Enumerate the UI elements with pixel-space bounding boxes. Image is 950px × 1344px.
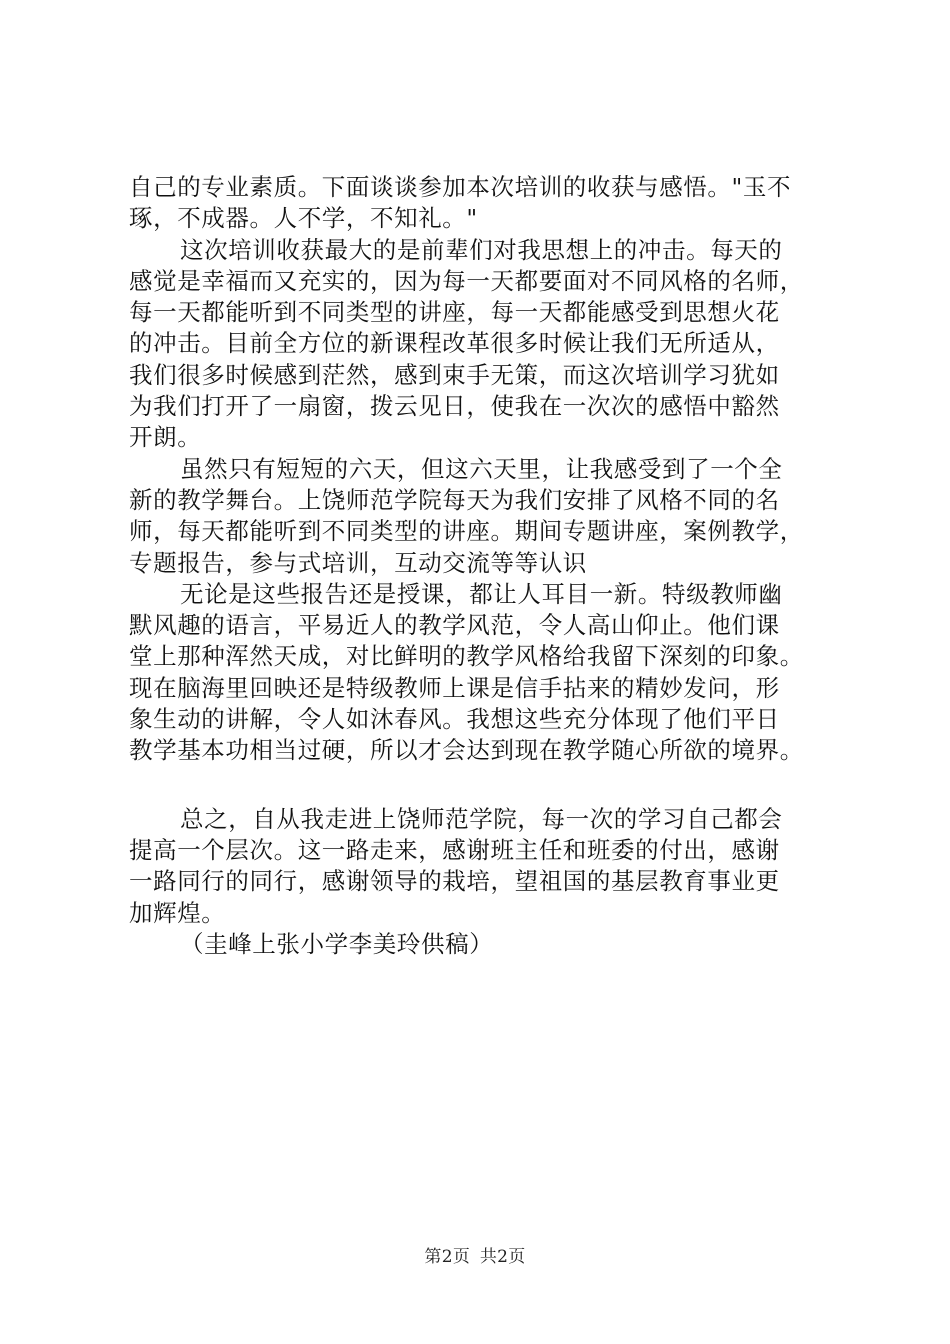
text-line: 无论是这些报告还是授课，都让人耳目一新。特级教师幽 bbox=[180, 579, 783, 608]
text-line: 师，每天都能听到不同类型的讲座。期间专题讲座，案例教学， bbox=[129, 517, 804, 546]
text-line: 提高一个层次。这一路走来，感谢班主任和班委的付出，感谢 bbox=[129, 835, 780, 864]
text-line: 象生动的讲解，令人如沐春风。我想这些充分体现了他们平日 bbox=[129, 705, 780, 734]
text-line: 虽然只有短短的六天，但这六天里，让我感受到了一个全 bbox=[180, 454, 783, 483]
text-line: 我们很多时候感到茫然，感到束手无策，而这次培训学习犹如 bbox=[129, 360, 780, 389]
text-line: 一路同行的同行，感谢领导的栽培，望祖国的基层教育事业更 bbox=[129, 867, 780, 896]
text-line: 总之，自从我走进上饶师范学院，每一次的学习自己都会 bbox=[180, 804, 783, 833]
text-line: 开朗。 bbox=[129, 423, 202, 452]
text-line: 现在脑海里回映还是特级教师上课是信手拈来的精妙发问，形 bbox=[129, 673, 780, 702]
document-body bbox=[129, 172, 829, 960]
text-line: 自己的专业素质。下面谈谈参加本次培训的收获与感悟。"玉不 bbox=[129, 173, 792, 201]
text-line: 堂上那种浑然天成，对比鲜明的教学风格给我留下深刻的印象。 bbox=[129, 642, 804, 671]
text-line: 琢，不成器。人不学，不知礼。" bbox=[129, 204, 478, 233]
text-line: 为我们打开了一扇窗，拨云见日，使我在一次次的感悟中豁然 bbox=[129, 392, 780, 421]
text-line: 这次培训收获最大的是前辈们对我思想上的冲击。每天的 bbox=[180, 235, 783, 264]
text-line: 默风趣的语言，平易近人的教学风范，令人高山仰止。他们课 bbox=[129, 611, 780, 640]
paragraph-gap bbox=[129, 767, 829, 804]
author-signature: （圭峰上张小学李美玲供稿） bbox=[180, 929, 494, 958]
page-footer bbox=[0, 1242, 950, 1267]
text-line: 的冲击。目前全方位的新课程改革很多时候让我们无所适从， bbox=[129, 329, 780, 358]
text-line: 新的教学舞台。上饶师范学院每天为我们安排了风格不同的名 bbox=[129, 485, 780, 514]
page-number: 第2页 bbox=[424, 1247, 471, 1267]
page-total: 共2页 bbox=[479, 1247, 526, 1267]
text-line: 加辉煌。 bbox=[129, 898, 226, 927]
text-line: 每一天都能听到不同类型的讲座，每一天都能感受到思想火花 bbox=[129, 298, 780, 327]
text-line: 专题报告，参与式培训，互动交流等等认识 bbox=[129, 548, 587, 577]
text-line: 感觉是幸福而又充实的，因为每一天都要面对不同风格的名师， bbox=[129, 266, 804, 295]
text-line: 教学基本功相当过硬，所以才会达到现在教学随心所欲的境界。 bbox=[129, 736, 804, 765]
